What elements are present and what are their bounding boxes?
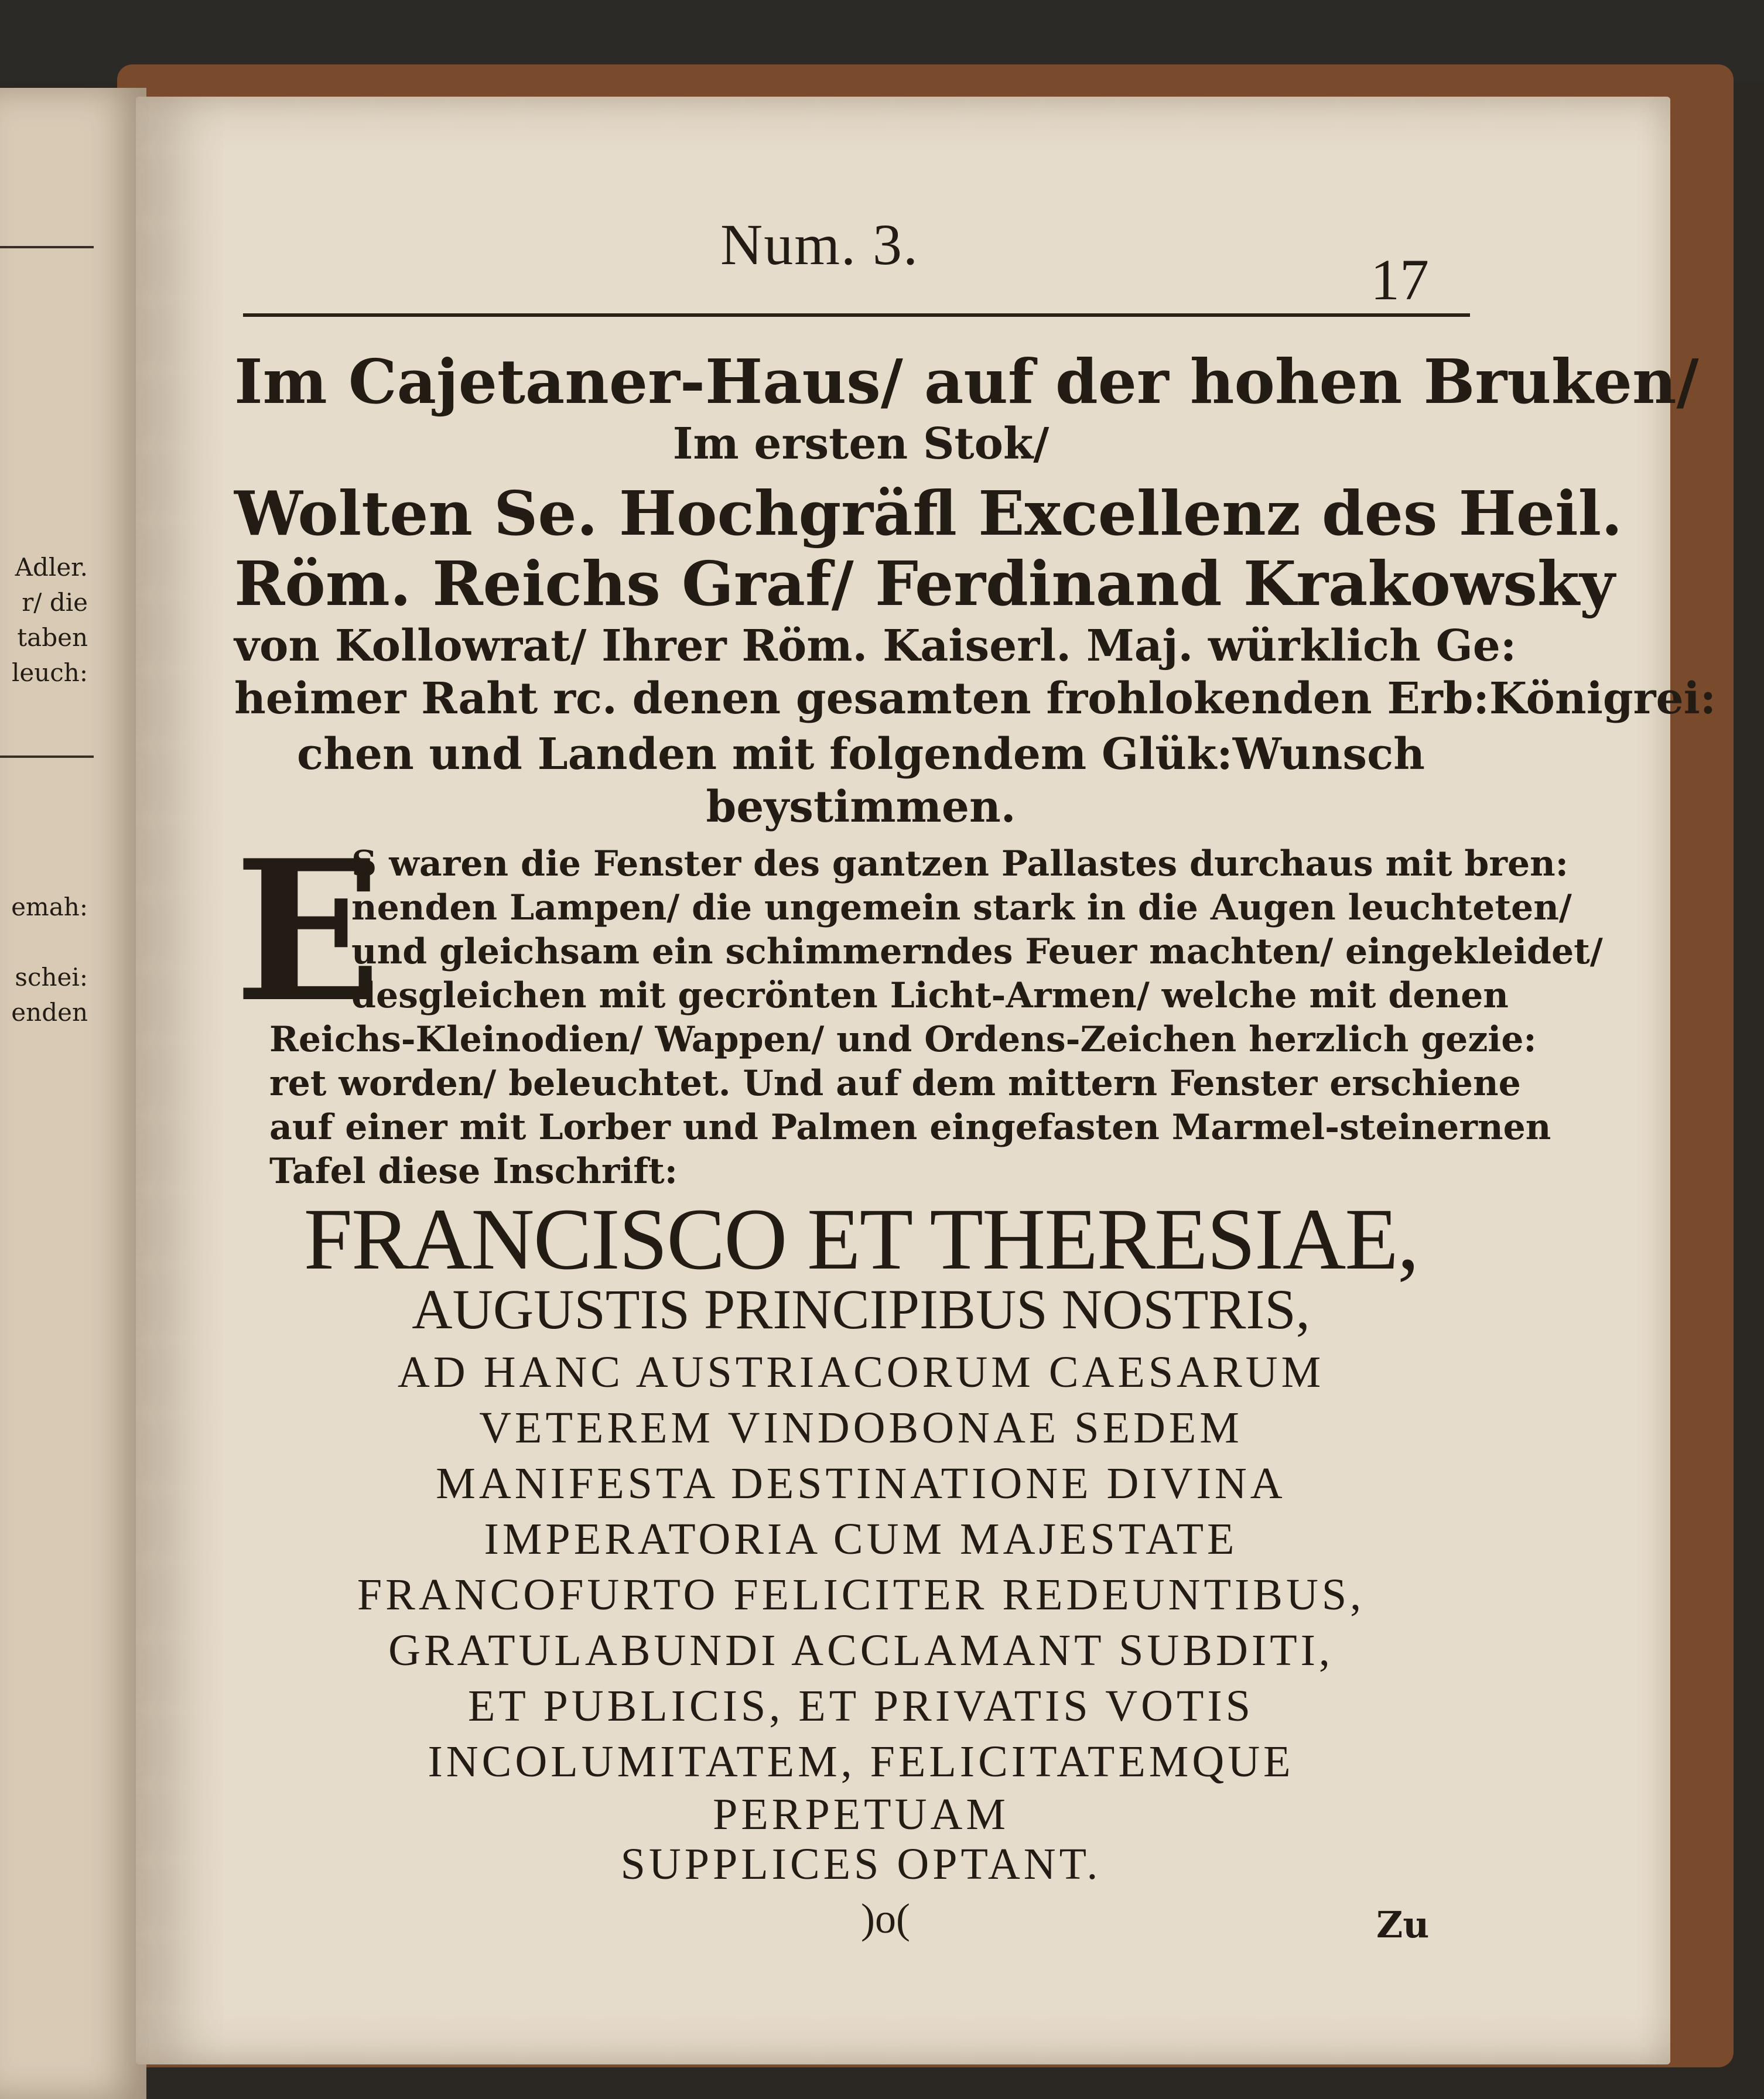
paragraph-line: ret worden/ beleuchtet. Und auf dem mittern Fenster erschiene <box>269 1063 1521 1104</box>
paragraph-line: auf einer mit Lorber und Palmen eingefasten Marmel-steinernen <box>269 1107 1551 1148</box>
left-page-fragment: Adler. <box>15 553 88 582</box>
paragraph-line: S waren die Fenster des gantzen Pallastes durchaus mit bren: <box>351 843 1568 884</box>
heading-line: Im Cajetaner-Haus/ auf der hohen Bruken/ <box>234 346 1699 418</box>
left-page-rule <box>0 755 94 758</box>
paragraph-line: Reichs-Kleinodien/ Wappen/ und Ordens-Zeichen herzlich gezie: <box>269 1019 1537 1060</box>
left-page-edge <box>0 88 146 2099</box>
drop-cap: E <box>234 818 382 1045</box>
heading-line: chen und Landen mit folgendem Glük:Wunsch <box>297 729 1425 780</box>
inscription-line: AD HANC AUSTRIACORUM CAESARUM <box>397 1348 1325 1397</box>
left-page-fragment: taben <box>17 623 88 652</box>
inscription-line: GRATULABUNDI ACCLAMANT SUBDITI, <box>388 1626 1334 1675</box>
paragraph-line: desgleichen mit gecrönten Licht-Armen/ welche mit denen <box>351 975 1509 1016</box>
issue-number: Num. 3. <box>720 212 919 277</box>
left-page-fragment: r/ die <box>22 588 88 617</box>
inscription-line: VETEREM VINDOBONAE SEDEM <box>479 1403 1243 1452</box>
heading-line: Röm. Reichs Graf/ Ferdinand Krakowsky <box>234 548 1615 620</box>
inscription-line: AUGUSTIS PRINCIPIBUS NOSTRIS, <box>412 1278 1310 1341</box>
inscription-line: INCOLUMITATEM, FELICITATEMQUE <box>428 1737 1294 1786</box>
ornament-glyph: )o( <box>861 1895 910 1942</box>
left-page-rule <box>0 246 94 248</box>
inscription-line: ET PUBLICIS, ET PRIVATIS VOTIS <box>467 1681 1254 1731</box>
heading-line: Wolten Se. Hochgräfl Excellenz des Heil. <box>234 477 1623 549</box>
left-page-fragment: emah: <box>11 893 88 921</box>
heading-line: beystimmen. <box>706 782 1016 832</box>
inscription-line: IMPERATORIA CUM MAJESTATE <box>484 1515 1238 1564</box>
inscription-line: FRANCISCO ET THERESIAE, <box>303 1191 1418 1288</box>
heading-line: Im ersten Stok/ <box>672 419 1049 469</box>
inscription-line: SUPPLICES OPTANT. <box>620 1840 1102 1889</box>
header-rule <box>243 313 1470 317</box>
left-page-fragment: schei: <box>15 963 88 992</box>
heading-line: von Kollowrat/ Ihrer Röm. Kaiserl. Maj. würklich Ge: <box>234 621 1517 671</box>
inscription-line: FRANCOFURTO FELICITER REDEUNTIBUS, <box>357 1570 1365 1619</box>
page-number: 17 <box>1370 247 1429 312</box>
left-page-fragment: enden <box>11 998 88 1027</box>
inscription-line: PERPETUAM <box>713 1790 1009 1839</box>
paragraph-line: Tafel diese Inschrift: <box>269 1151 678 1192</box>
catchword: Zu <box>1376 1903 1430 1946</box>
left-page-fragment: leuch: <box>11 658 88 687</box>
heading-line: heimer Raht rc. denen gesamten frohlokenden Erb:Königrei: <box>234 674 1717 724</box>
paragraph-line: nenden Lampen/ die ungemein stark in die Augen leuchteten/ <box>351 887 1572 928</box>
inscription-line: MANIFESTA DESTINATIONE DIVINA <box>436 1459 1286 1508</box>
paragraph-line: und gleichsam ein schimmerndes Feuer machten/ eingekleidet/ <box>351 931 1603 972</box>
